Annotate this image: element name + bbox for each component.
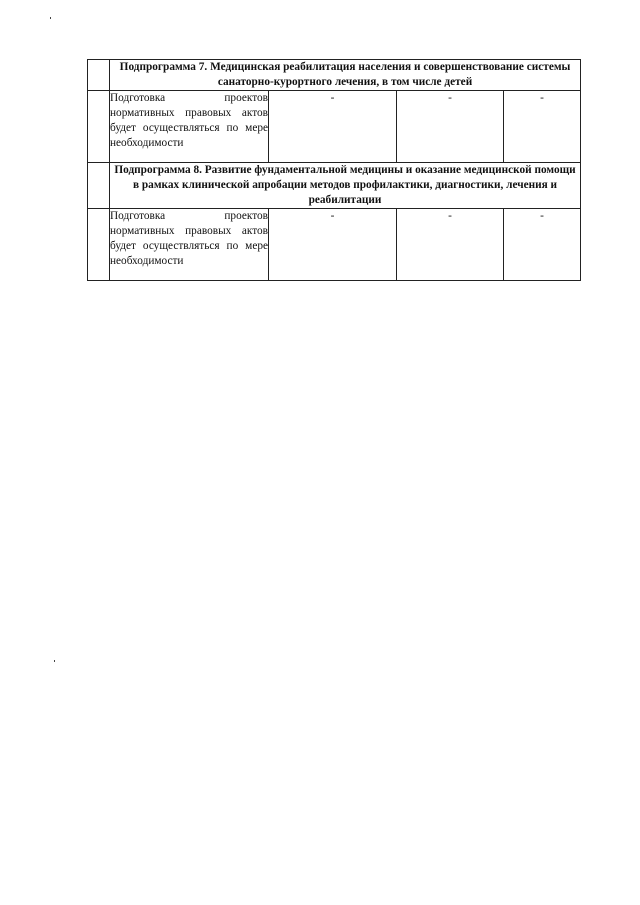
- row-description: [110, 91, 269, 163]
- value-cell: -: [397, 91, 504, 163]
- number-cell: [88, 60, 110, 91]
- scan-speck: [54, 660, 55, 662]
- subprogram-table: [87, 59, 581, 281]
- table-row: [88, 91, 581, 163]
- value-cell: -: [269, 91, 397, 163]
- section-heading: Подпрограмма 7. Медицинская реабилитация населения и совершенствование системы санаторно-курортного лечения, в том числе детей: [110, 60, 581, 91]
- row-description-text: Подготовка проектов нормативных правовых актов будет осуществляться по мере: [110, 92, 268, 134]
- number-cell: [88, 91, 110, 163]
- row-description: [110, 209, 269, 281]
- number-cell: [88, 209, 110, 281]
- section-heading-row: [88, 163, 581, 209]
- row-description-last: необходимости: [110, 137, 184, 149]
- section-heading: Подпрограмма 8. Развитие фундаментальной медицины и оказание медицинской помощи в рамках клинической апробации методов профилактики, диагностики, лечения и реабилитации: [110, 163, 581, 209]
- value-cell: -: [504, 209, 581, 281]
- value-cell: -: [269, 209, 397, 281]
- value-cell: -: [504, 91, 581, 163]
- row-description-text: Подготовка проектов нормативных правовых актов будет осуществляться по мере: [110, 210, 268, 252]
- value-cell: -: [397, 209, 504, 281]
- scan-speck: [50, 17, 51, 19]
- table-row: [88, 209, 581, 281]
- section-heading-row: [88, 60, 581, 91]
- number-cell: [88, 163, 110, 209]
- row-description-last: необходимости: [110, 255, 184, 267]
